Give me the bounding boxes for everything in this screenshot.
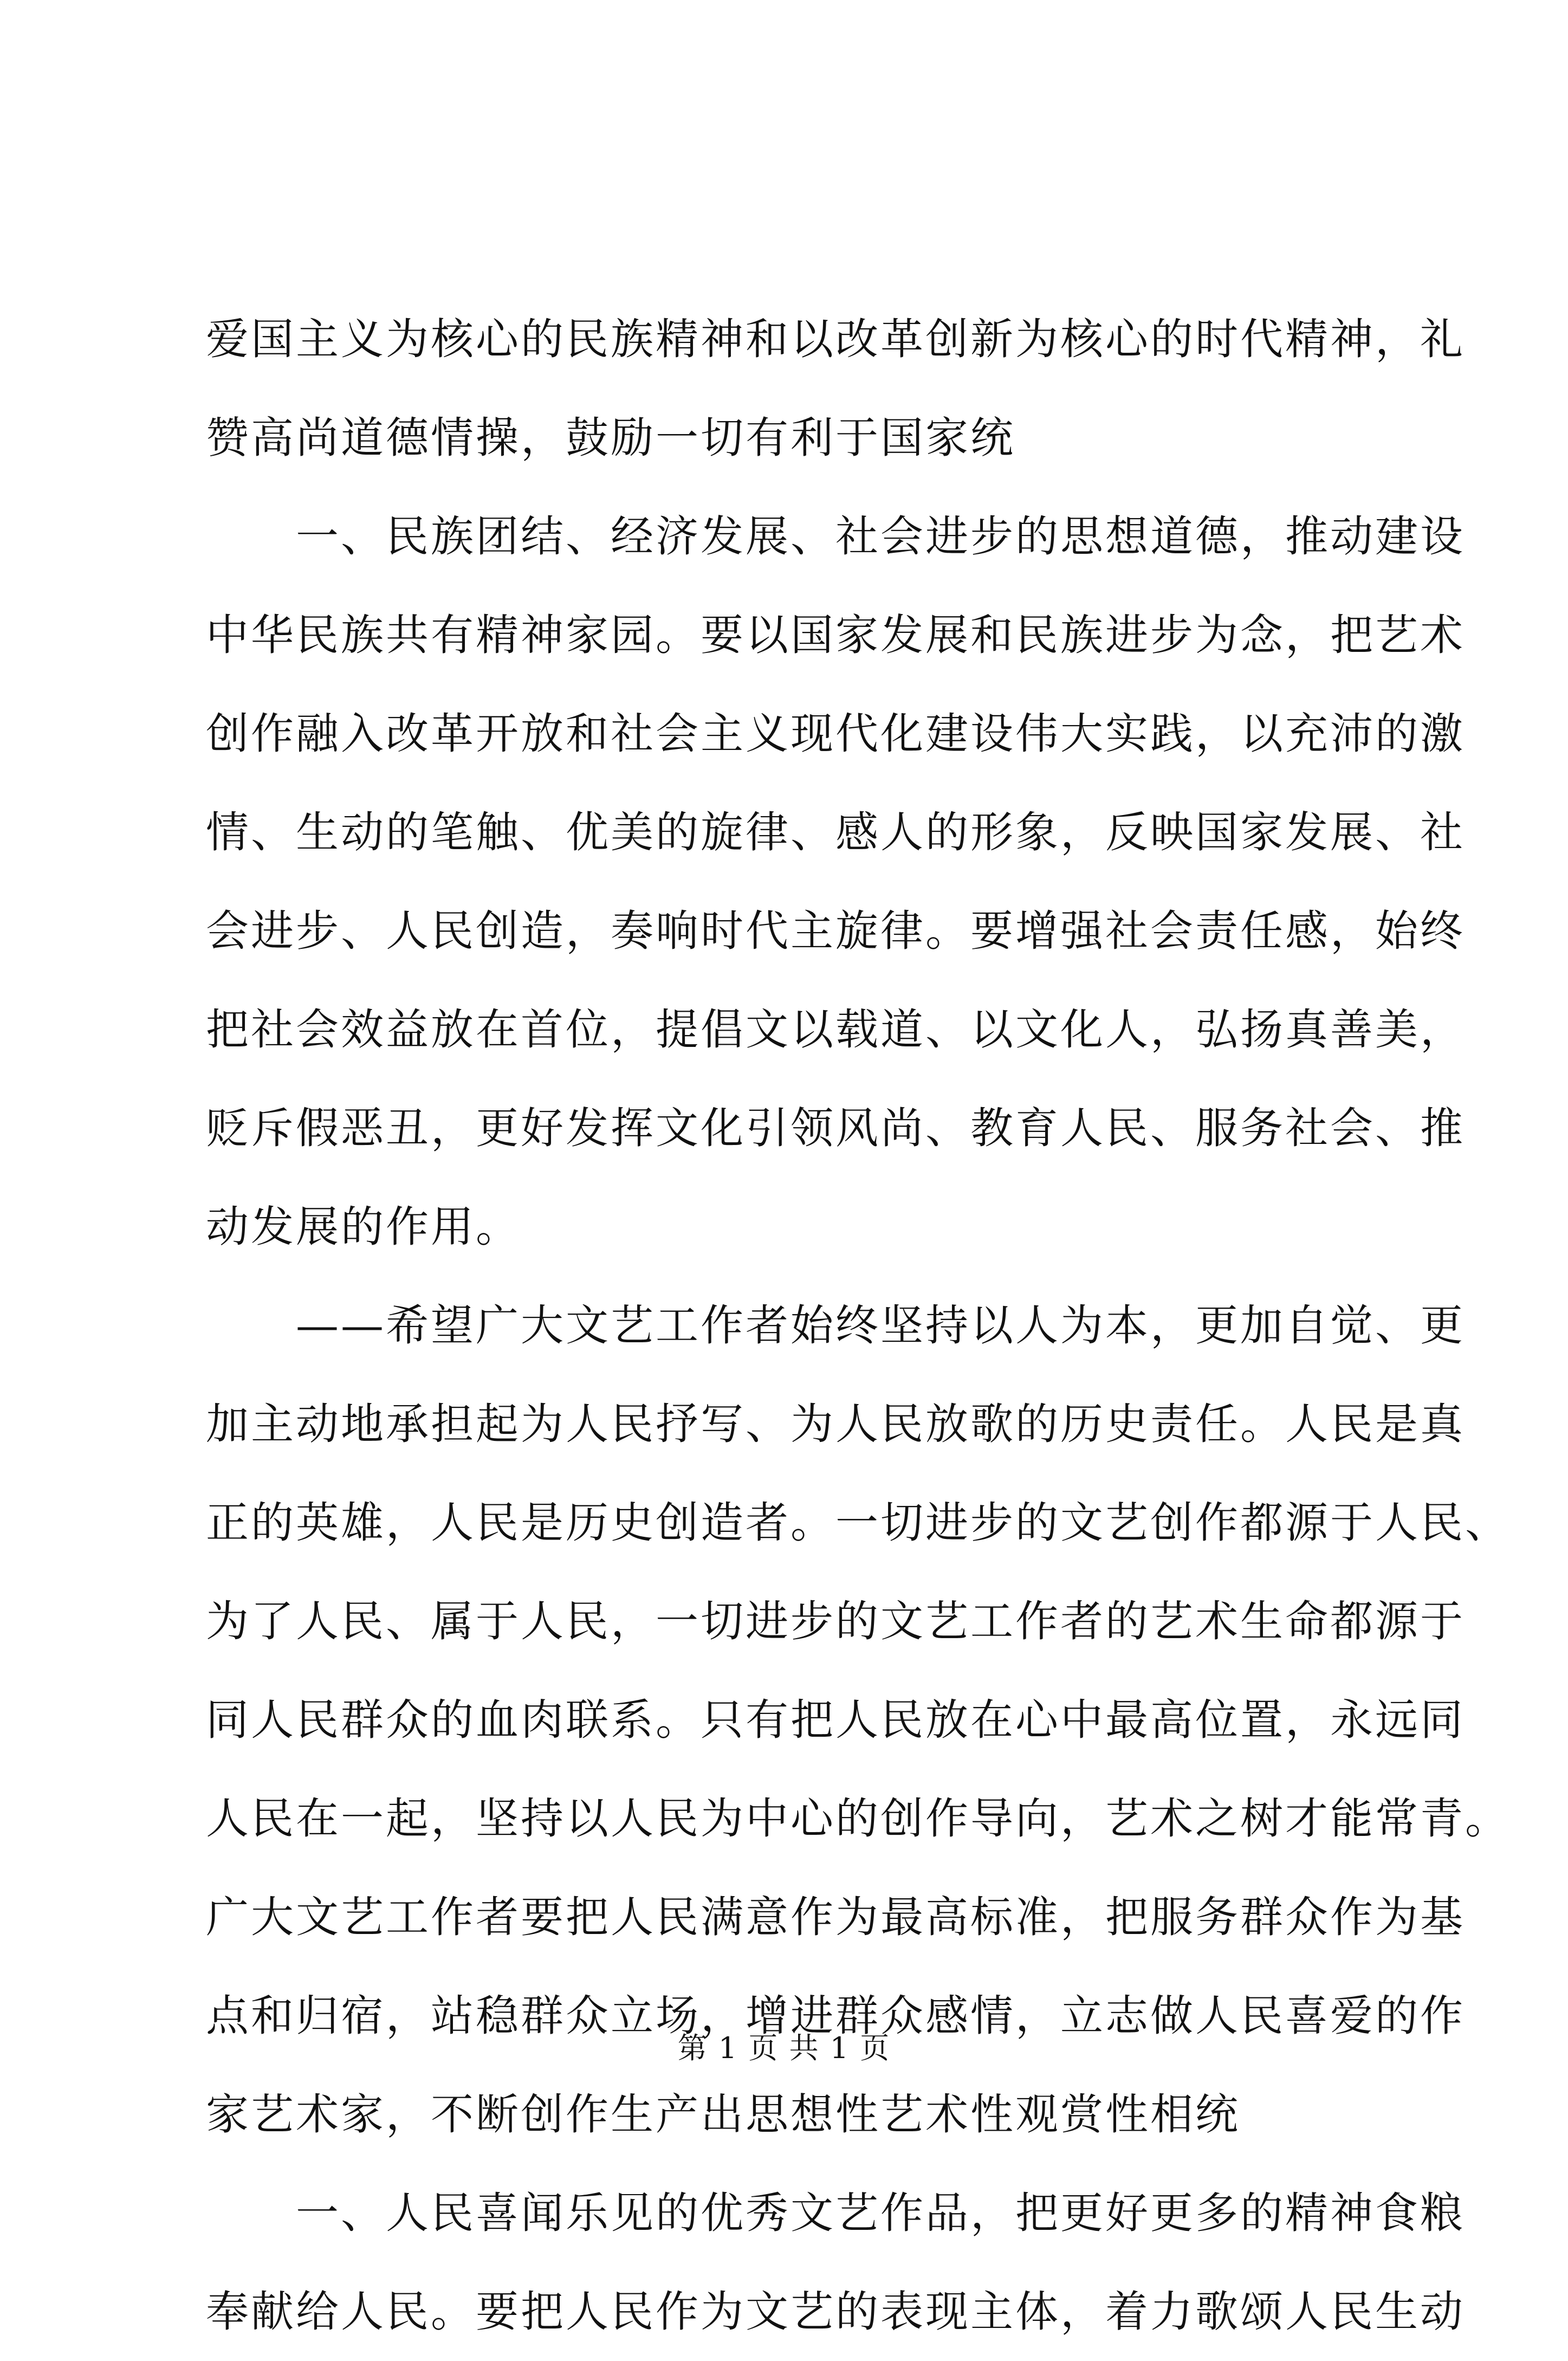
text-line: 同人民群众的血肉联系。只有把人民放在心中最高位置，永远同 — [206, 1695, 1465, 1745]
text-line: 点和归宿，站稳群众立场，增进群众感情，立志做人民喜爱的作 — [206, 1991, 1465, 2041]
text-line: 贬斥假恶丑，更好发挥文化引领风尚、教育人民、服务社会、推 — [206, 1103, 1465, 1153]
text-line: 动发展的作用。 — [206, 1202, 521, 1252]
text-line: 会进步、人民创造，奏响时代主旋律。要增强社会责任感，始终 — [206, 906, 1465, 956]
text-line: 创作融入改革开放和社会主义现代化建设伟大实践，以充沛的激 — [206, 709, 1465, 759]
text-line: 正的英雄，人民是历史创造者。一切进步的文艺创作都源于人民、 — [206, 1498, 1510, 1548]
text-line: 爱国主义为核心的民族精神和以改革创新为核心的时代精神，礼 — [206, 314, 1465, 364]
text-line: 中华民族共有精神家园。要以国家发展和民族进步为念，把艺术 — [206, 610, 1465, 660]
text-line: 情、生动的笔触、优美的旋律、感人的形象，反映国家发展、社 — [206, 807, 1465, 857]
text-line: 广大文艺工作者要把人民满意作为最高标准，把服务群众作为基 — [206, 1892, 1465, 1942]
text-line: 为了人民、属于人民，一切进步的文艺工作者的艺术生命都源于 — [206, 1596, 1465, 1646]
text-line: ——希望广大文艺工作者始终坚持以人为本，更加自觉、更 — [206, 1301, 1465, 1350]
text-line: 赞高尚道德情操，鼓励一切有利于国家统 — [206, 413, 1015, 463]
text-line: 一、民族团结、经济发展、社会进步的思想道德，推动建设 — [206, 512, 1465, 561]
page-number-footer: 第 1 页 共 1 页 — [677, 2031, 891, 2065]
text-line: 一、人民喜闻乐见的优秀文艺作品，把更好更多的精神食粮 — [206, 2188, 1465, 2238]
text-line: 人民在一起，坚持以人民为中心的创作导向，艺术之树才能常青。 — [206, 1794, 1510, 1843]
text-line: 家艺术家，不断创作生产出思想性艺术性观赏性相统 — [206, 2090, 1240, 2139]
text-line: 加主动地承担起为人民抒写、为人民放歌的历史责任。人民是真 — [206, 1399, 1465, 1449]
text-line: 把社会效益放在首位，提倡文以载道、以文化人，弘扬真善美， — [206, 1005, 1465, 1055]
text-line: 奉献给人民。要把人民作为文艺的表现主体，着力歌颂人民生动 — [206, 2287, 1465, 2337]
